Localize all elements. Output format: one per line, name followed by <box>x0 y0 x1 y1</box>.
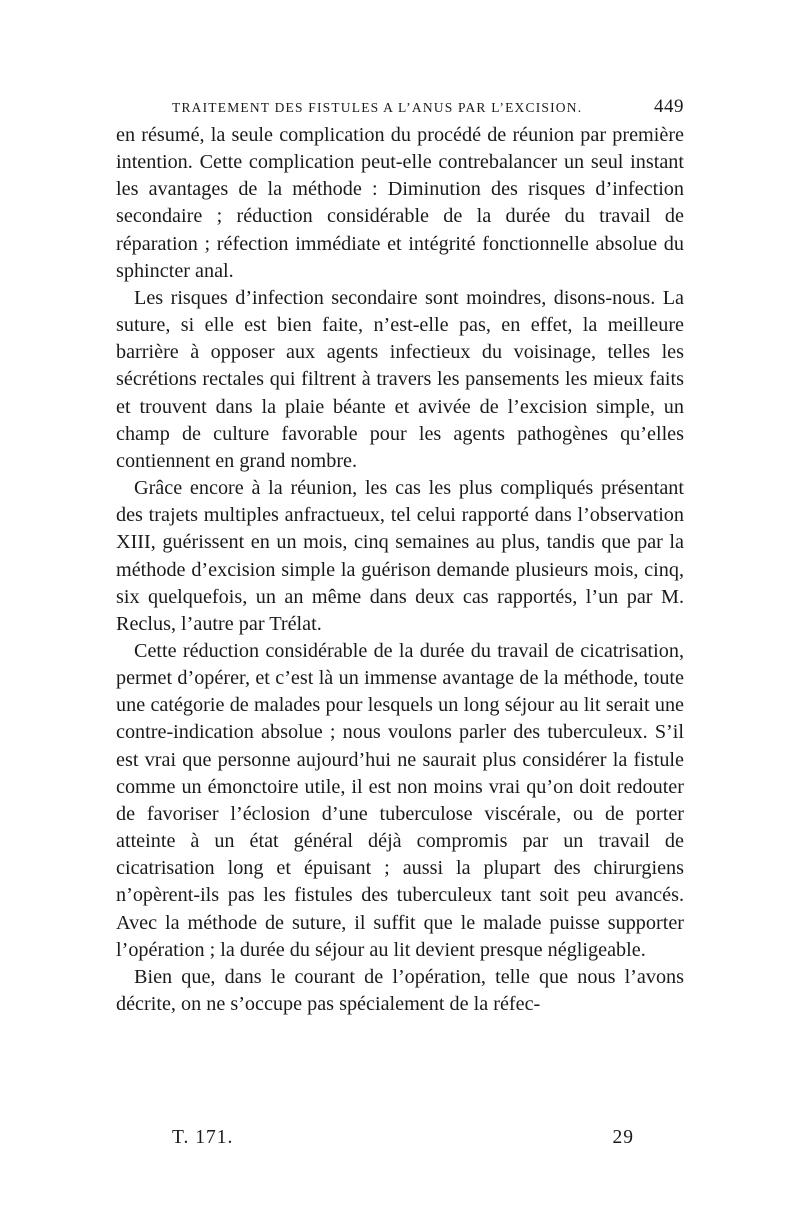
running-title: TRAITEMENT DES FISTULES A L’ANUS PAR L’EXCISION. <box>172 100 583 115</box>
volume-label: T. 171. <box>172 1127 234 1148</box>
paragraph: Les risques d’infection secondaire sont moindres, disons-nous. La suture, si elle est bien faite, n’est-elle pas, en effet, la meilleure barrière à opposer aux agents infectieux du voisinage, telles les sécrétions rectales qui filtrent à travers les pansements les mieux faits et trouvent dans la plaie béante et avivée de l’excision simple, un champ de culture favorable pour les agents pathogènes qu’elles contiennent en grand nombre. <box>116 286 684 472</box>
paragraph: Grâce encore à la réunion, les cas les plus compliqués présentant des trajets multiples anfractueux, tel celui rapporté dans l’observation XIII, guérissent en un mois, cinq semaines au plus, tandis que par la méthode d’excision simple la guérison demande plusieurs mois, cinq, six quelquefois, un an même dans deux cas rapportés, l’un par M. Reclus, l’autre par Trélat. <box>116 477 684 635</box>
paragraph: en résumé, la seule complication du procédé de réunion par première intention. Cette complication peut-elle contrebalancer un seul instant les avantages de la méthode : Diminution des risques d’infection secondaire ; réduction considérable de la durée du travail de réparation ; réfection immédiate et intégrité fonctionnelle absolue du sphincter anal. <box>116 124 684 282</box>
running-head <box>116 96 684 122</box>
body-text <box>116 122 684 1018</box>
signature-mark: 29 <box>612 1127 634 1148</box>
page-footer <box>172 1127 634 1149</box>
page <box>116 96 684 1018</box>
page-number: 449 <box>654 96 684 117</box>
paragraph: Bien que, dans le courant de l’opération, telle que nous l’avons décrite, on ne s’occupe pas spécialement de la réfec- <box>116 965 684 1015</box>
paragraph: Cette réduction considérable de la durée du travail de cicatrisation, permet d’opérer, et c’est là un immense avantage de la méthode, toute une catégorie de malades pour lesquels un long séjour au lit serait une contre-indication absolue ; nous voulons parler des tuberculeux. S’il est vrai que personne aujourd’hui ne saurait plus considérer la fistule comme un émonctoire utile, il est non moins vrai qu’on doit redouter de favoriser l’éclosion d’une tuberculose viscérale, ou de porter atteinte à un état général déjà compromis par un travail de cicatrisation long et épuisant ; aussi la plupart des chirurgiens n’opèrent-ils pas les fistules des tuberculeux tant soit peu avancés. Avec la méthode de suture, il suffit que le malade puisse supporter l’opération ; la durée du séjour au lit devient presque négligeable. <box>116 639 684 961</box>
